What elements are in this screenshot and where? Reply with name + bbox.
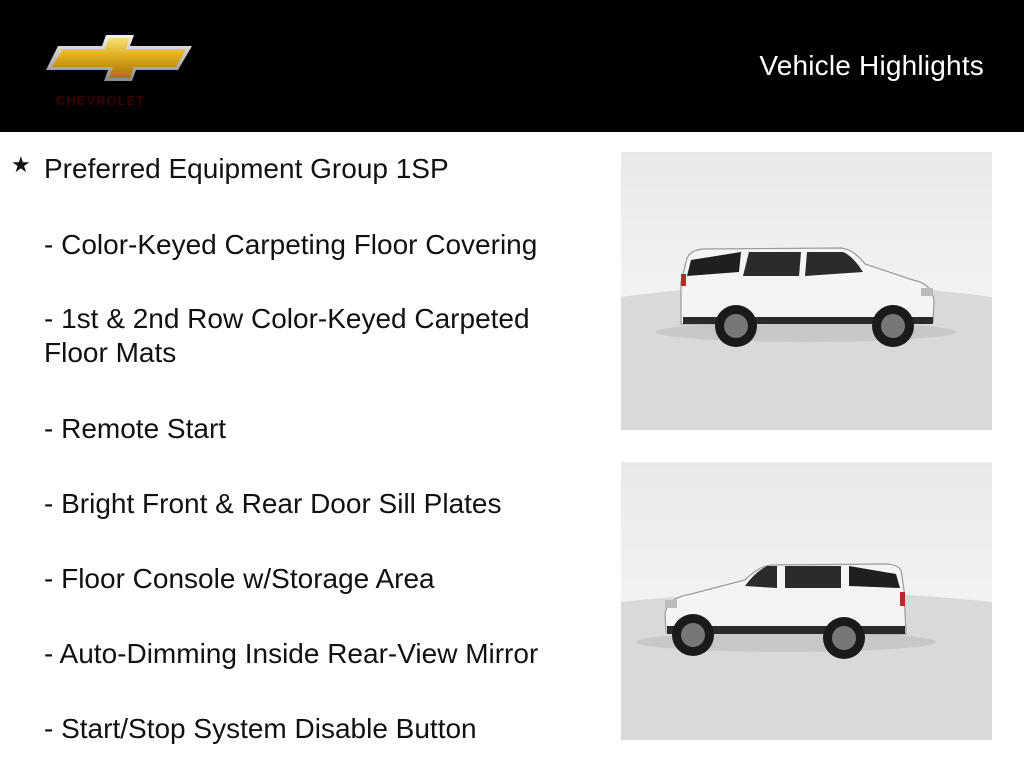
header-bar: [0, 0, 1024, 132]
star-icon: ★: [11, 152, 31, 177]
highlight-item: - Auto-Dimming Inside Rear-View Mirror: [44, 638, 539, 669]
highlight-item: - Bright Front & Rear Door Sill Plates: [44, 488, 502, 519]
highlight-item: - Floor Console w/Storage Area: [44, 563, 435, 594]
page-title: Vehicle Highlights: [759, 50, 984, 81]
vehicle-photo-side-left: [621, 462, 992, 740]
svg-text:CHEVROLET: CHEVROLET: [56, 93, 146, 108]
chevrolet-logo: [44, 30, 194, 115]
highlight-item: - 1st & 2nd Row Color-Keyed Carpeted Floor Mats: [44, 303, 530, 368]
vehicle-photo-side-right: [621, 152, 992, 430]
highlight-item: - Remote Start: [44, 413, 227, 444]
highlight-item: Preferred Equipment Group 1SP: [44, 153, 449, 184]
highlight-item: - Color-Keyed Carpeting Floor Covering: [44, 229, 538, 260]
highlight-item: - Start/Stop System Disable Button: [44, 713, 477, 744]
